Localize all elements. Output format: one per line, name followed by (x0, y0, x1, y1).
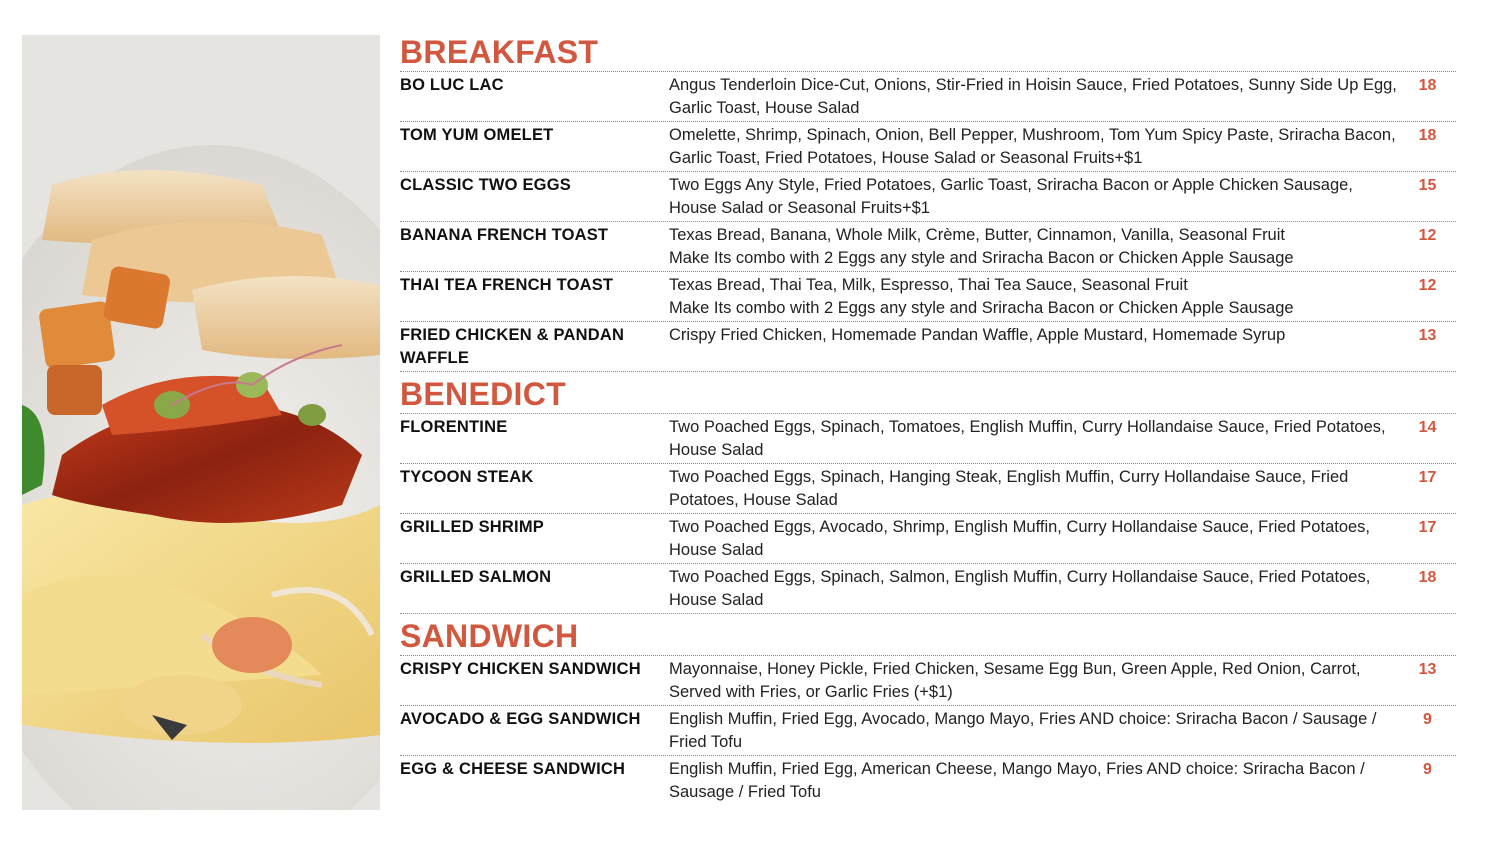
item-name: GRILLED SHRIMP (400, 518, 544, 536)
item-name: FLORENTINE (400, 418, 508, 436)
item-description: Two Poached Eggs, Spinach, Hanging Steak, English Muffin, Curry Hollandaise Sauce, Fried Potatoes, House Salad (669, 468, 1349, 509)
item-price: 13 (1418, 661, 1437, 678)
item-price: 18 (1418, 569, 1437, 586)
item-price: 17 (1418, 469, 1437, 486)
item-description: English Muffin, Fried Egg, Avocado, Mango Mayo, Fries AND choice: Sriracha Bacon / Sausage / Fried Tofu (669, 710, 1377, 751)
menu-item (400, 414, 1456, 464)
item-description: Angus Tenderloin Dice-Cut, Onions, Stir-Fried in Hoisin Sauce, Fried Potatoes, Sunny Side Up Egg, Garlic Toast, House Salad (669, 76, 1397, 117)
item-description: Texas Bread, Banana, Whole Milk, Crème, Butter, Cinnamon, Vanilla, Seasonal Fruit Make Its combo with 2 Eggs any style and Sriracha Bacon or Chicken Apple Sausage (669, 226, 1294, 267)
item-description: Texas Bread, Thai Tea, Milk, Espresso, Thai Tea Sauce, Seasonal Fruit Make Its combo with 2 Eggs any style and Sriracha Bacon or Chicken Apple Sausage (669, 276, 1294, 317)
item-name: GRILLED SALMON (400, 568, 552, 586)
item-price: 18 (1418, 77, 1437, 94)
item-price: 17 (1418, 519, 1437, 536)
item-description: English Muffin, Fried Egg, American Cheese, Mango Mayo, Fries AND choice: Sriracha Bacon / Sausage / Fried Tofu (669, 760, 1365, 801)
sandwich-list (400, 656, 1456, 805)
menu-item (400, 656, 1456, 706)
item-price: 15 (1418, 177, 1437, 194)
item-description: Two Poached Eggs, Spinach, Tomatoes, English Muffin, Curry Hollandaise Sauce, Fried Potatoes, House Salad (669, 418, 1386, 459)
item-name: AVOCADO & EGG SANDWICH (400, 710, 641, 728)
benedict-list (400, 414, 1456, 614)
menu-item (400, 706, 1456, 756)
item-name: THAI TEA FRENCH TOAST (400, 276, 614, 294)
menu-item (400, 322, 1456, 372)
item-name: BANANA FRENCH TOAST (400, 226, 609, 244)
menu-item (400, 514, 1456, 564)
item-description: Mayonnaise, Honey Pickle, Fried Chicken, Sesame Egg Bun, Green Apple, Red Onion, Carrot, Served with Fries, or Garlic Fries (+$1) (669, 660, 1361, 701)
item-name: CLASSIC TWO EGGS (400, 176, 571, 194)
item-description: Crispy Fried Chicken, Homemade Pandan Waffle, Apple Mustard, Homemade Syrup (669, 326, 1286, 344)
section-title-benedict: BENEDICT (400, 372, 1456, 414)
item-price: 9 (1423, 711, 1432, 728)
menu-item (400, 272, 1456, 322)
menu-item (400, 756, 1456, 805)
item-description: Two Poached Eggs, Spinach, Salmon, English Muffin, Curry Hollandaise Sauce, Fried Potatoes, House Salad (669, 568, 1371, 609)
item-price: 18 (1418, 127, 1437, 144)
menu-item (400, 464, 1456, 514)
item-price: 12 (1418, 227, 1437, 244)
menu-content (400, 30, 1456, 805)
menu-item (400, 172, 1456, 222)
food-photo (22, 35, 380, 810)
section-title-breakfast: BREAKFAST (400, 30, 1456, 72)
food-photo-illustration (22, 35, 380, 810)
menu-item (400, 564, 1456, 614)
item-price: 9 (1423, 761, 1432, 778)
breakfast-list (400, 72, 1456, 372)
item-name: CRISPY CHICKEN SANDWICH (400, 660, 641, 678)
item-name: EGG & CHEESE SANDWICH (400, 760, 626, 778)
section-title-sandwich: SANDWICH (400, 614, 1456, 656)
menu-item (400, 222, 1456, 272)
item-name: TOM YUM OMELET (400, 126, 554, 144)
item-description: Two Poached Eggs, Avocado, Shrimp, English Muffin, Curry Hollandaise Sauce, Fried Potatoes, House Salad (669, 518, 1371, 559)
item-description: Omelette, Shrimp, Spinach, Onion, Bell Pepper, Mushroom, Tom Yum Spicy Paste, Sriracha Bacon, Garlic Toast, Fried Potatoes, House Salad or Seasonal Fruits+$1 (669, 126, 1396, 167)
item-price: 12 (1418, 277, 1437, 294)
item-price: 13 (1418, 327, 1437, 344)
item-description: Two Eggs Any Style, Fried Potatoes, Garlic Toast, Sriracha Bacon or Apple Chicken Sausage, House Salad or Seasonal Fruits+$1 (669, 176, 1353, 217)
menu-item (400, 72, 1456, 122)
menu-item (400, 122, 1456, 172)
item-price: 14 (1418, 419, 1437, 436)
item-name: BO LUC LAC (400, 76, 504, 94)
item-name: FRIED CHICKEN & PANDAN WAFFLE (400, 326, 625, 367)
item-name: TYCOON STEAK (400, 468, 534, 486)
